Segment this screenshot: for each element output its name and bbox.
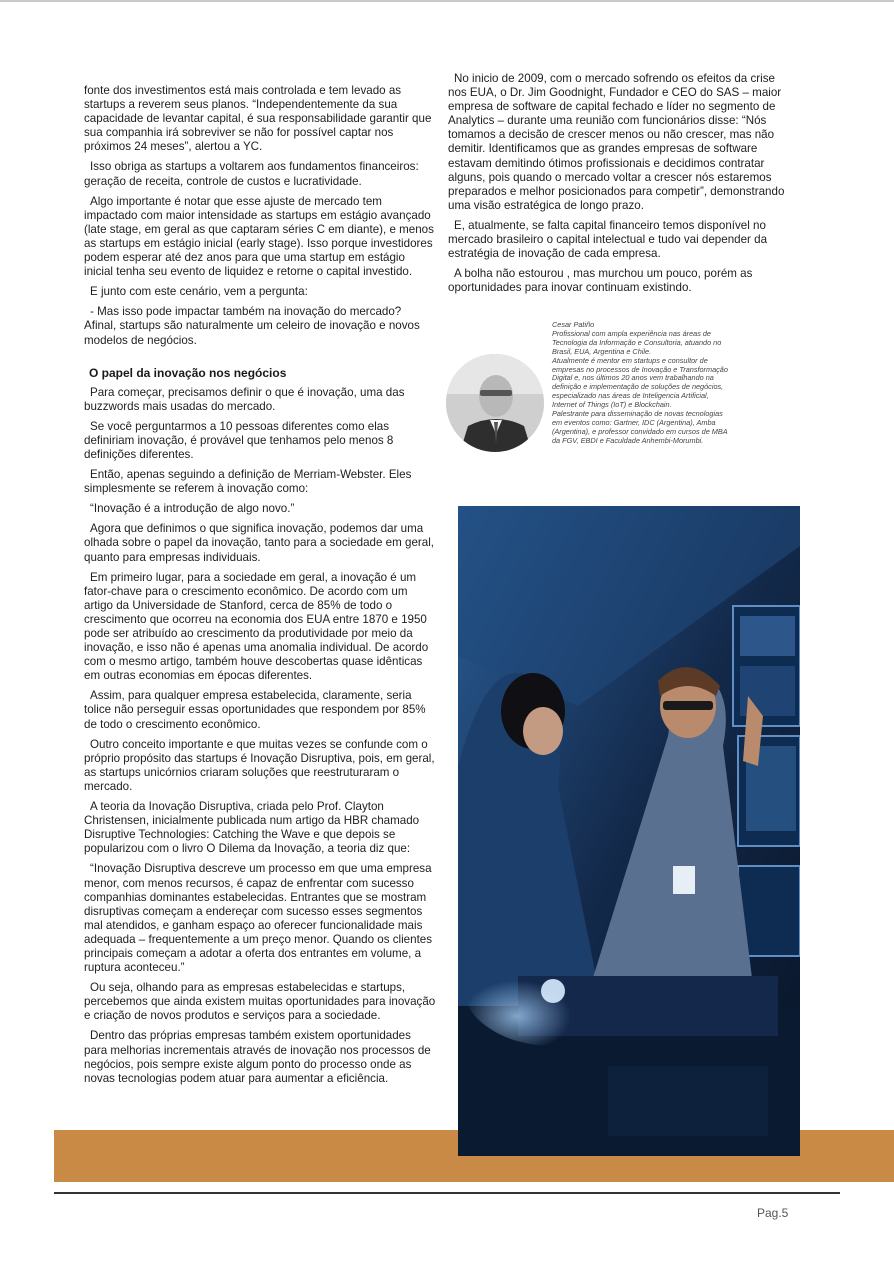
paragraph: Ou seja, olhando para as empresas estabelecidas e startups, percebemos que ainda existem muitas oportunidades para inovação e criação de novos produtos e serviços para a sociedade. — [84, 981, 436, 1023]
paragraph: Assim, para qualquer empresa estabelecida, claramente, seria tolice não perseguir essas oportunidades que respondem por 85% de todo o crescimento econômico. — [84, 689, 426, 731]
bio-line: definição e implementação de soluções de negócios, — [552, 382, 724, 392]
paragraph: A bolha não estourou , mas murchou um pouco, porém as oportunidades para inovar continuam existindo. — [448, 267, 753, 295]
paragraph: No inicio de 2009, com o mercado sofrendo os efeitos da crise nos EUA, o Dr. Jim Goodnight, Fundador e CEO do SAS – maior empresa de software de capital fechado e líder no segmento de Analytics – durante uma reunião com funcionários disse: “Nós tomamos a decisão de crescer menos ou não crescer, mas não demitir. Identificamos que as grandes empresas de software estavam demitindo ótimos profissionais e decidimos contratar alguns, pois quando o mercado voltar a crescer nós estaremos preparados e melhor posicionados para competir”, demonstrando uma visão estratégica de longo prazo. — [448, 72, 785, 212]
paragraph: Agora que definimos o que significa inovação, podemos dar uma olhada sobre o papel da inovação, tanto para a sociedade em geral, quanto para empresas individuais. — [84, 522, 434, 564]
bio-line: Digital e, nos últimos 20 anos vem trabalhando na — [552, 373, 714, 383]
author-portrait-illustration — [446, 354, 544, 452]
tech-workers-photo — [458, 506, 800, 1156]
bio-line: em eventos como: Gartner, IDC (Argentina), Amba — [552, 417, 716, 427]
paragraph: fonte dos investimentos está mais controlada e tem levado as startups a reverem seus planos. “Independentemente da sua capacidade de levantar capital, é sua responsabilidade garantir que sua companhia irá sobreviver se não for possível captar nos próximos 24 meses”, alertou a YC. — [84, 84, 432, 154]
paragraph: - Mas isso pode impactar também na inovação do mercado? Afinal, startups são naturalmente um celeiro de inovação e novos modelos de negócios. — [84, 305, 420, 347]
bio-name: Cesar Patiño — [552, 320, 595, 329]
bio-line: Internet of Things (IoT) e Blockchain. — [552, 400, 672, 410]
bio-line: Atualmente é mentor em startups e consultor de — [552, 355, 708, 365]
paragraph: A teoria da Inovação Disruptiva, criada pelo Prof. Clayton Christensen, inicialmente publicada num artigo da HBR chamado Disruptive Technologies: Catching the Wave e que depois se popularizou com o livro O Dilema da Inovação, a teoria diz que: — [84, 800, 420, 856]
page-number: Pag.5 — [757, 1206, 789, 1220]
quote: “Inovação é a introdução de algo novo.” — [90, 502, 295, 516]
paragraph: Então, apenas seguindo a definição de Merriam-Webster. Eles simplesmente se referem à inovação como: — [84, 468, 412, 496]
paragraph: E junto com este cenário, vem a pergunta: — [90, 285, 308, 299]
top-rule — [0, 0, 894, 2]
paragraph: Dentro das próprias empresas também existem oportunidades para melhorias incrementais através de inovação nos processos de negócios, pois sempre existe algum ponto do processo onde as novas tecnologias podem atuar para aumentar a eficiência. — [84, 1029, 431, 1085]
tech-scene-illustration — [458, 506, 800, 1156]
author-photo — [446, 354, 544, 452]
paragraph: Outro conceito importante e que muitas vezes se confunde com o próprio propósito das startups é Inovação Disruptiva, pois, em geral, as startups unicórnios criaram soluções que reestruturaram o mercado. — [84, 737, 435, 793]
author-bio — [552, 321, 778, 446]
footer-rule — [54, 1192, 840, 1194]
paragraph: E, atualmente, se falta capital financeiro temos disponível no mercado brasileiro o capital intelectual e tudo vai depender da estratégia de inovação de cada empresa. — [448, 218, 768, 261]
bio-line: da FGV, EBDI e Faculdade Anhembi-Morumbi. — [552, 435, 704, 445]
bio-line: especializado nas áreas de Inteligencia Artificial, — [552, 391, 709, 401]
bio-line: Tecnologia da Informação e Consultoria, atuando no — [552, 337, 722, 347]
bio-line: (Argentina), e professor convidado em cursos de MBA — [552, 426, 728, 436]
section-heading: O papel da inovação nos negócios — [89, 365, 287, 380]
paragraph: Algo importante é notar que esse ajuste de mercado tem impactado com maior intensidade as startups em estágio avançado (late stage, em geral as que captaram séries C em diante), e menos as startups em estágio inicial (early stage). Isso porque investidores podem esperar até dez anos para que uma startup em estágio inicial tenha seu evento de liquidez e retorne o capital investido. — [84, 194, 434, 279]
paragraph: Se você perguntarmos a 10 pessoas diferentes como elas definiriam inovação, é provável que tenhamos pelo menos 8 definições diferentes. — [84, 419, 394, 461]
right-column — [448, 72, 794, 301]
bio-line: Palestrante para disseminação de novas tecnologias — [552, 409, 723, 419]
left-column — [84, 84, 436, 1092]
bio-line: Profissional com ampla experiência nas áreas de — [552, 328, 711, 338]
bio-line: empresas no processos de Inovação e Transformação — [552, 364, 728, 374]
paragraph: Em primeiro lugar, para a sociedade em geral, a inovação é um fator-chave para o crescimento econômico. De acordo com um artigo da Universidade de Stanford, cerca de 85% de todo o crescimento que ocorreu na economia dos EUA entre 1870 e 1950 pode ser atribuído ao crescimento da produtividade por meio da inovação, e isso não é apenas uma anomalia individual. De acordo com o mesmo artigo, também houve descobertas quase idênticas em outras economias em épocas diferentes. — [84, 570, 429, 683]
paragraph: Isso obriga as startups a voltarem aos fundamentos financeiros: geração de receita, controle de custos e lucratividade. — [84, 160, 419, 188]
bio-line: Brasil, EUA, Argentina e Chile. — [552, 346, 652, 356]
quote: “Inovação Disruptiva descreve um processo em que uma empresa menor, com menos recursos, é capaz de enfrentar com sucesso companhias dominantes estabelecidas. Entrantes que se mostram disruptivas começam a endereçar com sucesso esses segmentos mal atendidos, e ganham espaço ao oferecer funcionalidade mais adequada – frequentemente a um preço menor. Quando os clientes principais começam a adotar a oferta dos entrantes em volume, a ruptura aconteceu.” — [84, 862, 433, 975]
paragraph: Para começar, precisamos definir o que é inovação, uma das buzzwords mais usadas do mercado. — [84, 385, 405, 413]
